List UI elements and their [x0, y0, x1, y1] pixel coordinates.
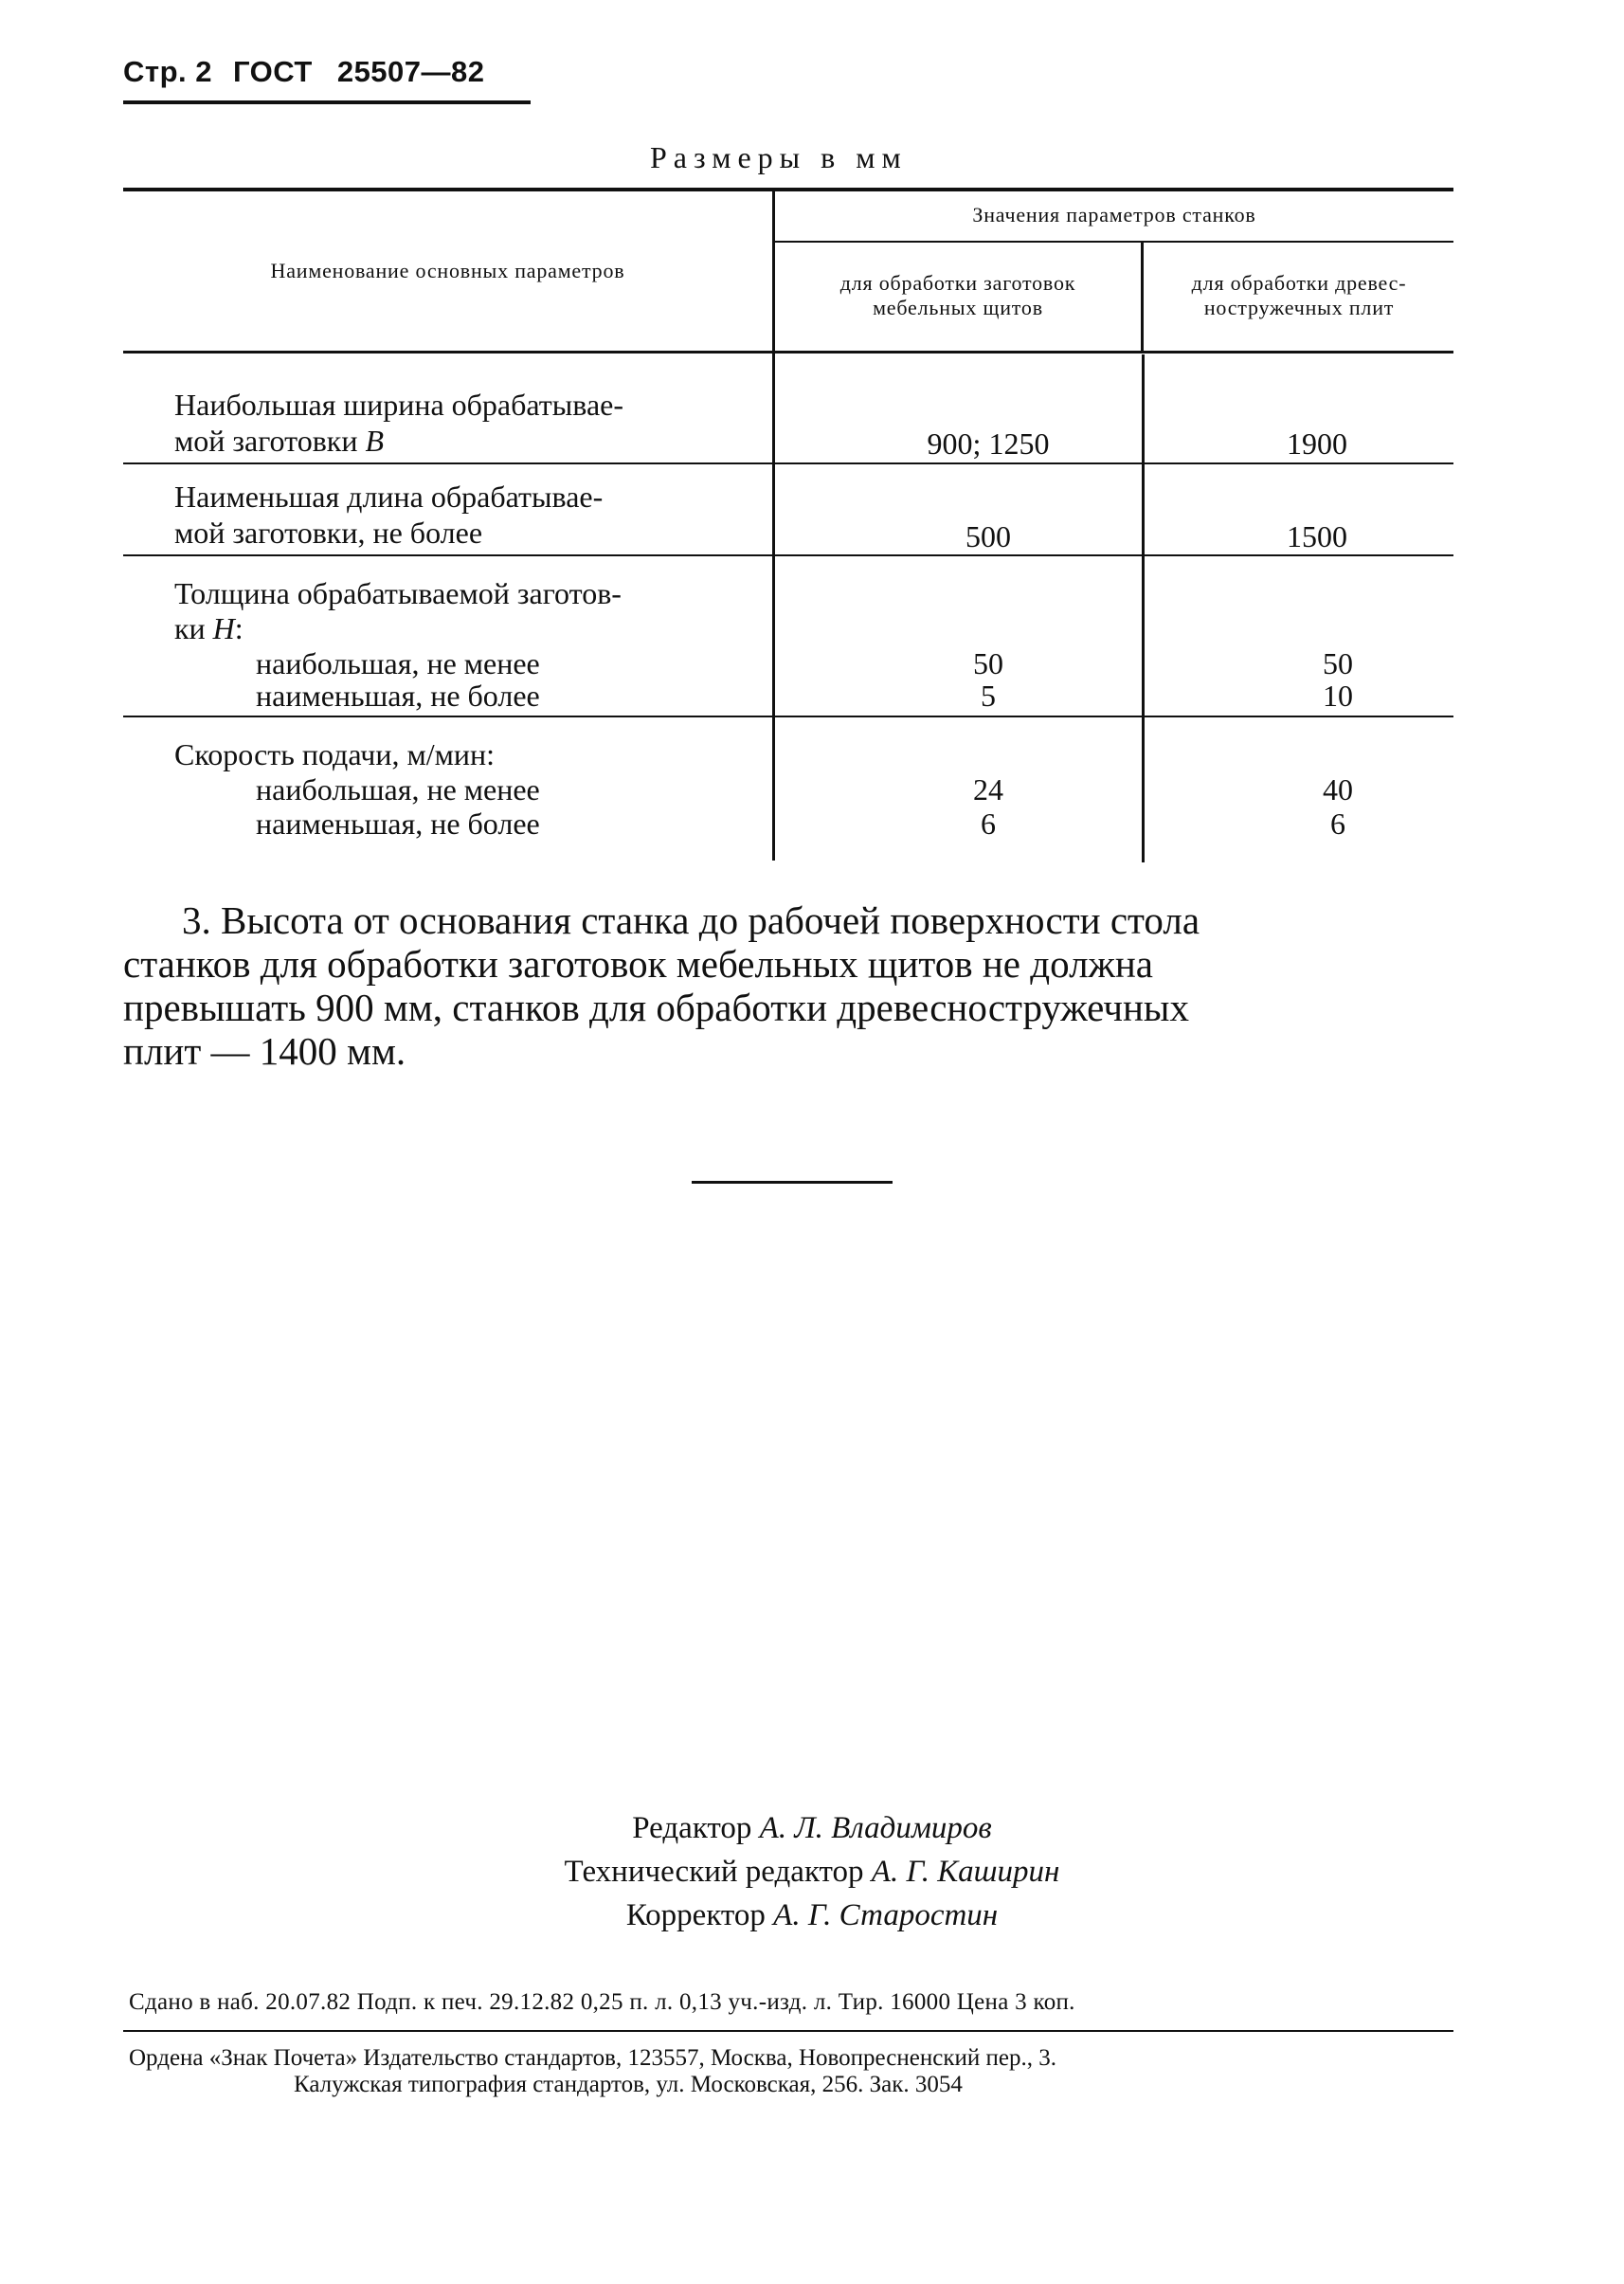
table-row-1-name-line2: мой заготовки B — [174, 424, 385, 458]
table-row-1-value-b: 1900 — [1287, 426, 1347, 461]
table-row-4-name-line1: Скорость подачи, м/мин: — [174, 737, 495, 771]
table-row-4-value-b-max: 40 — [1323, 772, 1353, 807]
credit-technical-editor: Технический редактор А. Г. Каширин — [564, 1855, 1060, 1889]
column-header-furniture-panels: для обработки заготовок мебельных щитов — [839, 271, 1076, 319]
table-row-2-value-b: 1500 — [1287, 519, 1347, 553]
units-caption: Размеры в мм — [650, 140, 908, 174]
credits-block — [0, 1806, 1624, 1937]
column-header-particle-boards: для обработки древес- ностружечных плит — [1191, 271, 1407, 319]
table-row-4-value-b-min: 6 — [1330, 807, 1345, 841]
table-row-2-name-line1: Наименьшая длина обрабатывае- — [174, 480, 604, 514]
table-row-1-value-a: 900; 1250 — [927, 426, 1050, 461]
credit-corrector: Корректор А. Г. Старостин — [625, 1898, 999, 1932]
table-row-3-value-a-min: 5 — [981, 679, 996, 713]
table-row-3-value-b-max: 50 — [1323, 646, 1353, 680]
table-row-3-name-line1: Толщина обрабатываемой заготов- — [174, 576, 622, 610]
table-row-3-value-b-min: 10 — [1323, 679, 1353, 713]
table-top-rule — [123, 188, 1453, 191]
table-row-4-value-a-max: 24 — [973, 772, 1003, 807]
section-divider — [692, 1181, 893, 1184]
header-sub-rule — [773, 241, 1453, 243]
running-header — [123, 55, 485, 89]
imprint-line-3: Калужская типография стандартов, ул. Московская, 256. Зак. 3054 — [294, 2072, 963, 2097]
credit-editor: Редактор А. Л. Владимиров — [632, 1811, 992, 1845]
standard-number: 25507—82 — [336, 55, 485, 88]
table-row-1-name-line1: Наибольшая ширина обрабатывае- — [174, 388, 624, 422]
table-row-3-value-a-max: 50 — [973, 646, 1003, 680]
standard-label: ГОСТ — [232, 55, 313, 88]
paragraph-line-1: 3. Высота от основания станка до рабочей поверхности стола — [182, 898, 1200, 942]
header-underline — [123, 100, 531, 104]
column-header-values: Значения параметров станков — [972, 203, 1256, 227]
header-bottom-rule — [123, 351, 1453, 353]
table-row-4-sub-min: наименьшая, не более — [256, 807, 540, 841]
imprint-line-1: Сдано в наб. 20.07.82 Подп. к печ. 29.12.82 0,25 п. л. 0,13 уч.-изд. л. Тир. 16000 Цена 3 коп. — [129, 1989, 1075, 2015]
table-row-3-sub-min: наименьшая, не более — [256, 679, 540, 713]
body-paragraph — [123, 898, 1453, 1073]
row-rule-3 — [123, 716, 1453, 717]
page-number: Стр. 2 — [123, 55, 212, 88]
table-row-4-sub-max: наибольшая, не менее — [256, 772, 540, 807]
table-row-4-value-a-min: 6 — [981, 807, 996, 841]
imprint-line-2: Ордена «Знак Почета» Издательство стандартов, 123557, Москва, Новопресненский пер., 3. — [129, 2045, 1056, 2071]
paragraph-line-4: плит — 1400 мм. — [123, 1029, 406, 1073]
paragraph-line-2: станков для обработки заготовок мебельных щитов не должна — [123, 942, 1154, 986]
table-row-2-value-a: 500 — [965, 519, 1011, 553]
table-row-2-name-line2: мой заготовки, не более — [174, 516, 483, 550]
header-column-divider — [1141, 242, 1144, 352]
imprint-rule — [123, 2030, 1453, 2032]
paragraph-line-3: превышать 900 мм, станков для обработки древесностружечных — [123, 986, 1189, 1029]
table-row-3-sub-max: наибольшая, не менее — [256, 646, 540, 680]
column-header-parameter: Наименование основных параметров — [270, 259, 625, 282]
table-row-3-name-line2: ки H: — [174, 611, 244, 645]
row-rule-1 — [123, 462, 1453, 464]
row-rule-2 — [123, 554, 1453, 556]
